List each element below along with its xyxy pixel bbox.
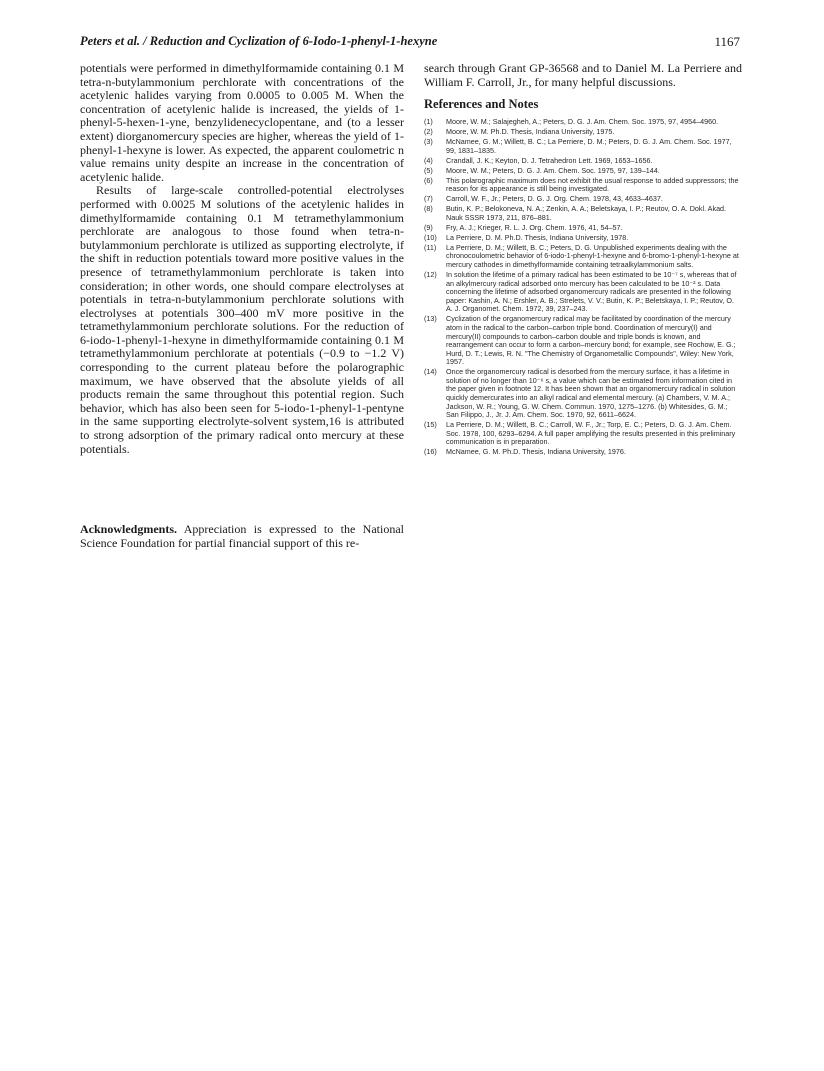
left-column <box>80 62 404 456</box>
reference-item <box>424 448 742 457</box>
reference-item <box>424 421 742 447</box>
reference-number: (14) <box>424 367 437 377</box>
reference-item <box>424 234 742 243</box>
reference-item <box>424 271 742 314</box>
reference-text: In solution the lifetime of a primary radical has been estimated to be 10⁻⁷ s, whereas that of an alkylmercury radical adsorbed onto mercury has been calculated to be 10⁻² s. Data concerning the lifetime of adsorbed organomercury radicals are presented in the following paper: Kashin, A. N.; Ershler, A. B.; Strelets, V. V.; Butin, K. P.; Beletskaya, I. P.; Reutov, O. A. J. Organomet. Chem. 1972, 39, 237–243. <box>446 269 737 314</box>
reference-item <box>424 138 742 155</box>
reference-number: (16) <box>424 447 437 457</box>
reference-item <box>424 368 742 420</box>
reference-item <box>424 128 742 137</box>
reference-item <box>424 157 742 166</box>
reference-number: (11) <box>424 242 437 252</box>
running-title: Peters et al. / Reduction and Cyclization of 6-Iodo-1-phenyl-1-hexyne <box>80 34 438 48</box>
reference-text: McNamee, G. M. Ph.D. Thesis, Indiana University, 1976. <box>446 447 626 457</box>
reference-item <box>424 167 742 176</box>
acknowledgments-text: Appreciation is expressed to the National Science Foundation for partial financial support of this re- <box>80 522 404 550</box>
page-number: 1167 <box>714 34 740 49</box>
reference-text: La Perriere, D. M.; Willett, B. C.; Peters, D. G. Unpublished experiments dealing with the chronocoulometric behavior of 6-iodo-1-phenyl-1-hexyne and 6-bromo-1-phenyl-1-hexyne at mercury cathodes in dimethylformamide containing tetraalkylammonium salts. <box>446 242 739 269</box>
reference-item <box>424 205 742 222</box>
reference-number: (10) <box>424 232 437 242</box>
reference-number: (12) <box>424 269 437 279</box>
reference-number: (9) <box>424 222 433 232</box>
reference-item <box>424 118 742 127</box>
reference-number: (15) <box>424 420 437 430</box>
reference-number: (8) <box>424 204 433 214</box>
body-paragraph-2: Results of large-scale controlled-potential electrolyses performed with 0.0025 M solutions of the acetylenic halides in dimethylformamide containing 0.1 M tetramethylammonium perchlorate are analogous to those found when tetra-n-butylammonium perchlorate is utilized as supporting electrolyte, if the shift in reduction potentials toward more positive values in the presence of tetramethylammonium perchlorate is taken into consideration; in other words, one should compare electrolyses at potentials in tetra-n-butylammonium perchlorate solutions with electrolyses at potentials 300–400 mV more positive in the tetramethylammonium perchlorate solutions. For the reduction of 6-iodo-1-phenyl-1-hexyne in dimethylformamide containing 0.1 M tetramethylammonium perchlorate at potentials (−0.9 to −1.2 V) corresponding to the current plateau before the polarographic maximum, we have observed that the absolute yields of all products remain the same throughout this potential region. Such behavior, which has also been seen for 5-iodo-1-phenyl-1-pentyne in the same supporting electrolyte-solvent system,16 is attributed to strong adsorption of the primary radical onto mercury at these potentials. <box>80 183 404 456</box>
reference-text: Crandall, J. K.; Keyton, D. J. Tetrahedron Lett. 1969, 1653–1656. <box>446 155 653 165</box>
reference-number: (13) <box>424 314 437 324</box>
acknowledgments-continuation: search through Grant GP-36568 and to Daniel M. La Perriere and William F. Carroll, Jr., for many helpful discussions. <box>424 61 742 89</box>
reference-number: (2) <box>424 127 433 137</box>
reference-text: Moore, W. M. Ph.D. Thesis, Indiana University, 1975. <box>446 127 615 137</box>
reference-number: (7) <box>424 194 433 204</box>
reference-text: McNamee, G. M.; Willett, B. C.; La Perriere, D. M.; Peters, D. G. J. Am. Chem. Soc. 1977, 99, 1831–1835. <box>446 137 732 155</box>
references-heading: References and Notes <box>424 97 539 112</box>
reference-text: Moore, W. M.; Salajegheh, A.; Peters, D. G. J. Am. Chem. Soc. 1975, 97, 4954–4960. <box>446 117 719 127</box>
reference-item <box>424 224 742 233</box>
reference-text: Fry, A. J.; Krieger, R. L. J. Org. Chem. 1976, 41, 54–57. <box>446 222 623 232</box>
reference-text: La Perriere, D. M. Ph.D. Thesis, Indiana University, 1978. <box>446 232 629 242</box>
reference-item <box>424 177 742 194</box>
reference-number: (3) <box>424 137 433 147</box>
reference-number: (5) <box>424 165 433 175</box>
reference-text: Cyclization of the organomercury radical may be facilitated by coordination of the mercury atom in the radical to the carbon–carbon triple bond. Coordination of mercury(I) and mercury(II) compounds to carbon–carbon double and triple bonds is known, and rearrangement can occur to form a carbon–mercury bond; for example, see Rochow, E. G.; Hurd, D. T.; Lewis, R. N. "The Chemistry of Organometallic Compounds", Wiley: New York, 1957. <box>446 314 736 367</box>
acknowledgments <box>80 523 404 550</box>
reference-text: Once the organomercury radical is desorbed from the mercury surface, it has a lifetime in solution of no longer than 10⁻⁶ s, a value which can be estimated from information cited in the paper given in footnote 12. It has been shown that an organomercury radical in solution quickly demercurates into an alkyl radical and elemental mercury. (a) Chambers, V. M. A.; Jackson, W. R.; Young, G. W. Chem. Commun. 1970, 1275–1276. (b) Whitesides, G. M.; San Filippo, J., Jr. J. Am. Chem. Soc. 1970, 92, 6611–6624. <box>446 367 736 420</box>
reference-number: (1) <box>424 117 433 127</box>
references-list <box>424 118 742 457</box>
reference-item <box>424 315 742 367</box>
reference-text: Moore, W. M.; Peters, D. G. J. Am. Chem. Soc. 1975, 97, 139–144. <box>446 165 660 175</box>
reference-number: (4) <box>424 155 433 165</box>
body-paragraph-1: potentials were performed in dimethylformamide containing 0.1 M tetra-n-butylammonium perchlorate with concentrations of the acetylenic halides varying from 0.0005 to 0.005 M. When the concentration of acetylenic halide is increased, the yields of 1-phenyl-5-hexen-1-yne, benzylidenecyclopentane, and (to a lesser extent) diorganomercury species are higher, whereas the yield of 1-phenyl-1-hexyne is lower. As expected, the apparent coulometric n value remains unity despite an increase in the concentration of acetylenic halide. <box>80 61 404 184</box>
acknowledgments-title: Acknowledgments. <box>80 522 178 536</box>
right-column <box>424 62 742 458</box>
reference-text: This polarographic maximum does not exhibit the usual response to added suppressors; the reason for its appearance is still being investigated. <box>446 175 739 194</box>
reference-text: Carroll, W. F., Jr.; Peters, D. G. J. Org. Chem. 1978, 43, 4633–4637. <box>446 194 663 204</box>
reference-item <box>424 195 742 204</box>
reference-number: (6) <box>424 175 433 185</box>
running-header <box>80 34 740 52</box>
reference-item <box>424 244 742 270</box>
reference-text: Butin, K. P.; Belokoneva, N. A.; Zenkin, A. A.; Beletskaya, I. P.; Reutov, O. A. Dokl. Akad. Nauk SSSR 1973, 211, 876–881. <box>446 204 727 222</box>
reference-text: La Perriere, D. M.; Willett, B. C.; Carroll, W. F., Jr.; Torp, E. C.; Peters, D. G. J. Am. Chem. Soc. 1978, 100, 6293–6294. A full paper amplifying the results presented in this preliminary communication is in preparation. <box>446 420 736 447</box>
